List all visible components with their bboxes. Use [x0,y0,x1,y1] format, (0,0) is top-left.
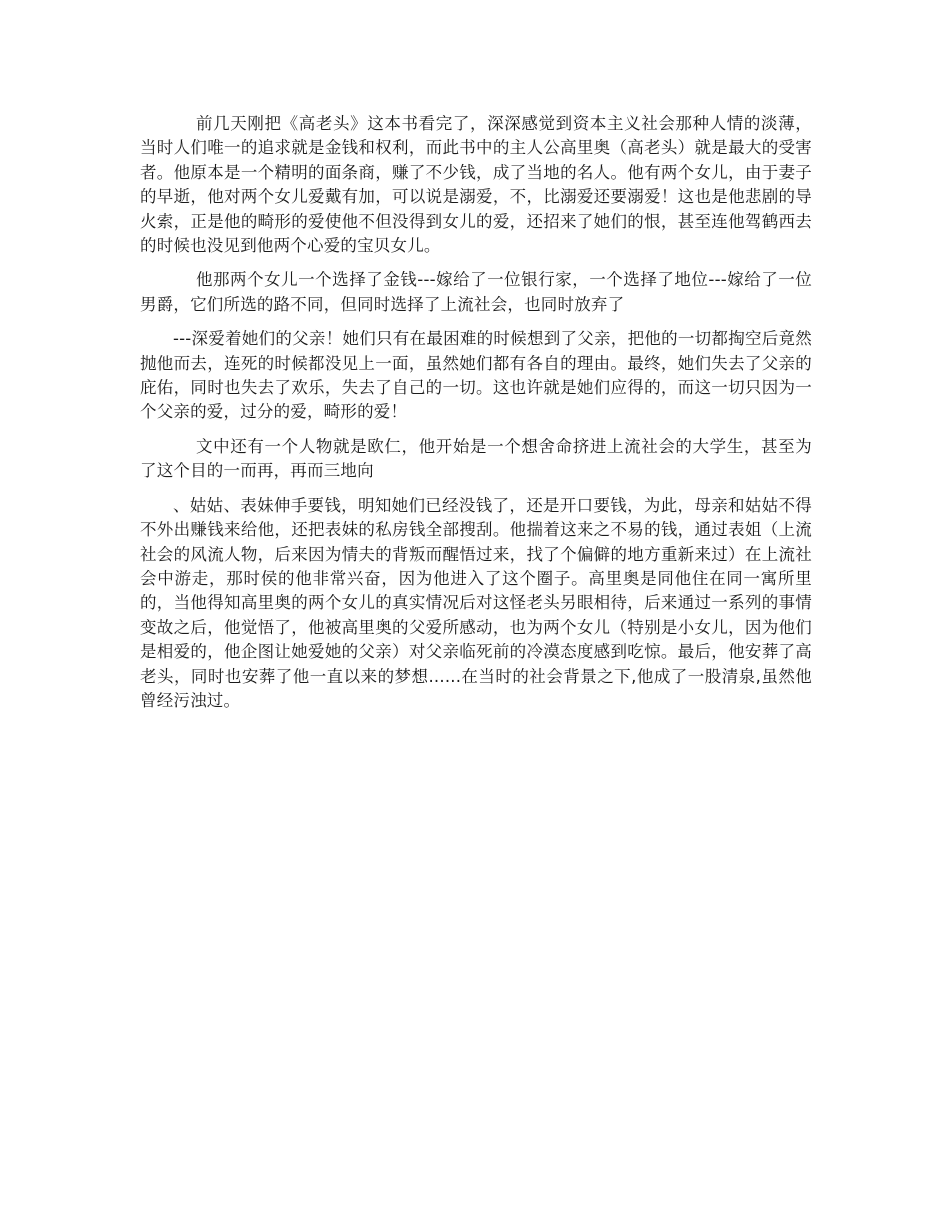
paragraph-1: 前几天刚把《高老头》这本书看完了，深深感觉到资本主义社会那种人情的淡薄，当时人们唯一的追求就是金钱和权利，而此书中的主人公高里奥（高老头）就是最大的受害者。他原本是一个精明的面条商，赚了不少钱，成了当地的名人。他有两个女儿，由于妻子的早逝，他对两个女儿爱戴有加，可以说是溺爱，不，比溺爱还要溺爱！这也是他悲剧的导火索，正是他的畸形的爱使他不但没得到女儿的爱，还招来了她们的恨，甚至连他驾鹤西去的时候也没见到他两个心爱的宝贝女儿。 [140,114,812,256]
paragraph-2: 他那两个女儿一个选择了金钱---嫁给了一位银行家，一个选择了地位---嫁给了一位男爵，它们所选的路不同，但同时选择了上流社会，也同时放弃了 [140,270,812,314]
paragraph-5: 、姑姑、表妹伸手要钱，明知她们已经没钱了，还是开口要钱，为此，母亲和姑姑不得不外出赚钱来给他，还把表妹的私房钱全部搜刮。他揣着这来之不易的钱，通过表姐（上流社会的风流人物，后来因为情夫的背叛而醒悟过来，找了个偏僻的地方重新来过）在上流社会中游走，那时侯的他非常兴奋，因为他进入了这个圈子。高里奥是同他住在同一寓所里的，当他得知高里奥的两个女儿的真实情况后对这怪老头另眼相待，后来通过一系列的事情变故之后，他觉悟了，他被高里奥的父爱所感动，也为两个女儿（特别是小女儿，因为他们是相爱的，他企图让她爱她的父亲）对父亲临死前的冷漠态度感到吃惊。最后，他安葬了高老头，同时也安葬了他一直以来的梦想......在当时的社会背景之下,他成了一股清泉,虽然他曾经污浊过。 [140,495,812,710]
document-body [140,112,812,713]
paragraph-3: ---深爱着她们的父亲！她们只有在最困难的时候想到了父亲，把他的一切都掏空后竟然抛他而去，连死的时候都没见上一面，虽然她们都有各自的理由。最终，她们失去了父亲的庇佑，同时也失去了欢乐，失去了自己的一切。这也许就是她们应得的，而这一切只因为一个父亲的爱，过分的爱，畸形的爱！ [140,329,812,422]
paragraph-4: 文中还有一个人物就是欧仁，他开始是一个想舍命挤进上流社会的大学生，甚至为了这个目的一而再，再而三地向 [140,436,812,481]
